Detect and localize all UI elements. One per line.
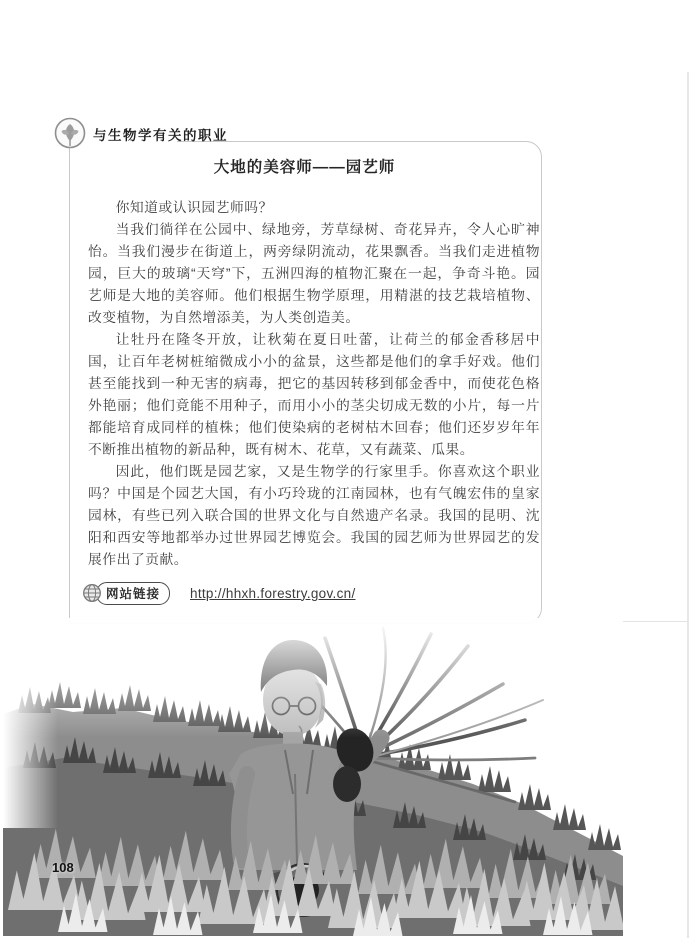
section-header-label: 与生物学有关的职业: [93, 128, 228, 143]
paragraph-intro: 当我们徜徉在公园中、绿地旁，芳草绿树、奇花异卉，令人心旷神怡。当我们漫步在街道上，两旁绿阴流动，花果飘香。当我们走进植物园，巨大的玻璃“天穹”下，五洲四海的植物汇聚在一起，争奇斗艳。园艺师是大地的美容师。他们根据生物学原理，用精湛的技艺栽培植物、改变植物，为自然增添美，为人类创造美。: [88, 222, 540, 325]
page-number: 108: [52, 860, 74, 875]
weblink-badge: 网站链接: [96, 582, 170, 605]
page-edge-line: [687, 72, 689, 938]
biology-careers-emblem-icon: [52, 115, 88, 151]
article-title: 大地的美容师——园艺师: [213, 159, 396, 176]
website-link-row: [82, 582, 356, 604]
globe-icon: [82, 583, 102, 603]
article-body: [88, 197, 540, 571]
paragraph-conclusion: 因此，他们既是园艺家，又是生物学的行家里手。你喜欢这个职业吗？中国是个园艺大国，有小巧玲珑的江南园林，也有气魄宏伟的皇家园林，有些已列入联合国的世界文化与自然遗产名录。我国的昆明、沈阳和西安等地都举办过世界园艺博览会。我国的园艺师为世界园艺的发展作出了贡献。: [88, 464, 540, 567]
paragraph-question: 你知道或认识园艺师吗？: [115, 200, 273, 215]
paragraph-skills: 让牡丹在隆冬开放，让秋菊在夏日吐蕾，让荷兰的郁金香移居中国，让百年老树桩缩微成小小的盆景，这些都是他们的拿手好戏。他们甚至能找到一种无害的病毒，把它的基因转移到郁金香中，而使花色格外艳丽；他们竟能不用种子，而用小小的茎尖切成无数的小片，每一片都能培育成同样的植株；他们使染病的老树枯木回春；他们还岁岁年年不断推出植物的新品种，既有树木、花草，又有蔬菜、瓜果。: [88, 332, 540, 457]
gardener-nursery-photo: [3, 618, 623, 936]
weblink-url[interactable]: http://hhxh.forestry.gov.cn/: [190, 585, 356, 601]
